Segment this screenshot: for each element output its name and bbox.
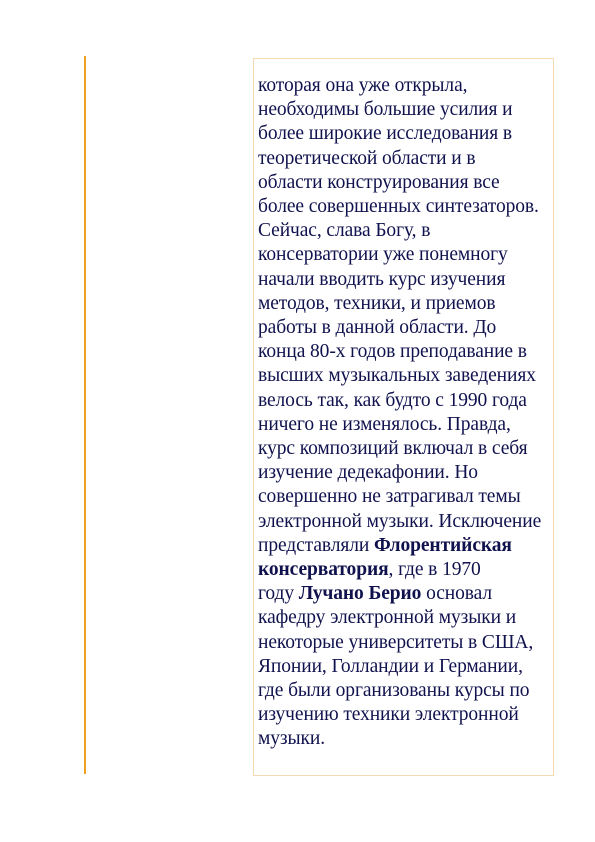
left-margin-rule bbox=[84, 56, 86, 774]
florence-conservatory-bold: консерватория bbox=[258, 559, 389, 581]
text-line: которая она уже открыла, bbox=[258, 75, 468, 96]
text-line: более совершенных синтезаторов. bbox=[258, 196, 539, 218]
florence-conservatory-bold: Флорентийская bbox=[373, 534, 512, 556]
text-line: изучению техники электронной bbox=[258, 704, 519, 726]
text-line: необходимы большие усилия и bbox=[258, 99, 513, 121]
body-paragraph bbox=[258, 74, 558, 752]
text-line: более широкие исследования в bbox=[258, 123, 512, 145]
luciano-berio-bold: Лучано Берио bbox=[298, 583, 422, 605]
text-line: работы в данной области. До bbox=[258, 317, 497, 339]
text-line: высших музыкальных заведениях bbox=[258, 365, 536, 387]
text-line: изучение дедекафонии. Но bbox=[258, 462, 478, 484]
text-line: ничего не изменялось. Правда, bbox=[258, 413, 511, 435]
text-fragment: представляли bbox=[258, 534, 374, 556]
text-fragment: основал bbox=[421, 583, 493, 605]
text-line: методов, техники, и приемов bbox=[258, 292, 496, 314]
text-line: консерватории уже понемногу bbox=[258, 244, 508, 266]
text-line bbox=[258, 558, 558, 582]
text-line: некоторые университеты в США, bbox=[258, 631, 534, 653]
text-line bbox=[258, 582, 558, 606]
text-fragment: году bbox=[258, 583, 299, 605]
text-line: Сейчас, слава Богу, в bbox=[258, 220, 431, 242]
text-line: области конструирования все bbox=[258, 171, 500, 193]
text-line: где были организованы курсы по bbox=[258, 680, 530, 702]
text-line: курс композиций включал в себя bbox=[258, 438, 528, 460]
text-line: Японии, Голландии и Германии, bbox=[258, 655, 523, 677]
text-line: электронной музыки. Исключение bbox=[258, 510, 542, 532]
text-line: велось так, как будто с 1990 года bbox=[258, 389, 527, 411]
text-line: музыки. bbox=[258, 728, 325, 750]
text-line: совершенно не затрагивал темы bbox=[258, 486, 521, 508]
text-fragment: , где в 1970 bbox=[388, 559, 481, 581]
text-line: начали вводить курс изучения bbox=[258, 268, 506, 290]
text-line bbox=[258, 534, 558, 558]
text-line: теоретической области и в bbox=[258, 147, 476, 169]
text-line: конца 80-х годов преподавание в bbox=[258, 341, 527, 363]
text-line: кафедру электронной музыки и bbox=[258, 607, 517, 629]
